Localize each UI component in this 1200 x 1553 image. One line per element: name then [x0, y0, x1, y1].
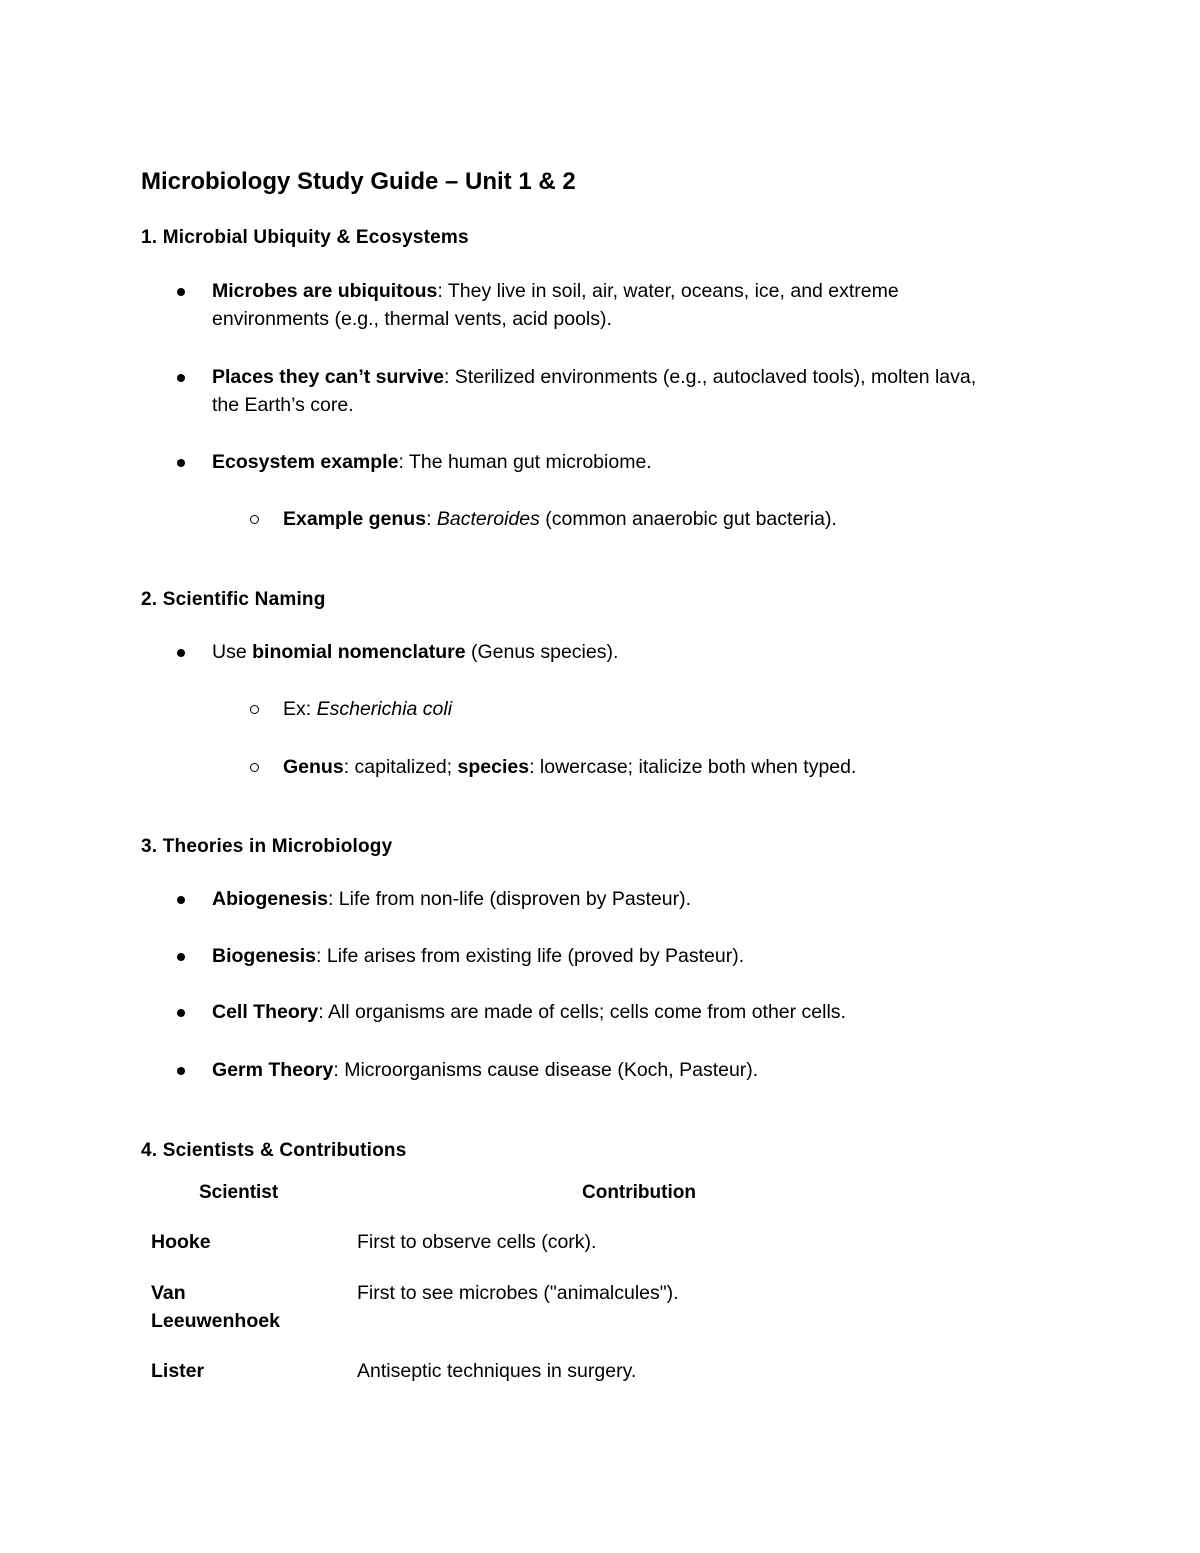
- definition: : Microorganisms cause disease (Koch, Pasteur).: [333, 1059, 759, 1081]
- definition: : They live in soil, air, water, oceans, ice, and extreme: [437, 280, 899, 302]
- bullet-icon: [177, 374, 185, 382]
- term: Cell Theory: [212, 1001, 319, 1023]
- bullet-icon: [177, 1067, 185, 1075]
- text: : lowercase; italicize both when typed.: [529, 756, 857, 778]
- sub-item-genus: [283, 505, 837, 533]
- text: Use: [212, 641, 253, 663]
- definition: : Life arises from existing life (proved by Pasteur).: [316, 945, 745, 967]
- definition: : Sterilized environments (e.g., autoclaved tools), molten lava,: [443, 366, 977, 388]
- scientist-name: Lister: [151, 1360, 205, 1382]
- section-heading-theories: 3. Theories in Microbiology: [141, 836, 393, 857]
- name-line-1: Van: [151, 1282, 186, 1304]
- contribution-text: First to see microbes ("animalcules").: [357, 1282, 679, 1304]
- list-item-theory: [212, 942, 744, 970]
- list-item-ubiquitous: [212, 277, 899, 333]
- bullet-icon: [177, 896, 185, 904]
- term: Microbes are ubiquitous: [212, 280, 438, 302]
- list-item-ecosystem: [212, 448, 652, 476]
- list-item-theory: [212, 1056, 758, 1084]
- term: Biogenesis: [212, 945, 317, 967]
- column-header-contribution: Contribution: [582, 1182, 696, 1203]
- term: Genus: [283, 756, 344, 778]
- definition-cont: the Earth’s core.: [212, 394, 354, 416]
- bullet-icon: [177, 1009, 185, 1017]
- page-title: Microbiology Study Guide – Unit 1 & 2: [141, 168, 576, 195]
- contribution-text: First to observe cells (cork).: [357, 1231, 597, 1253]
- text: : capitalized;: [343, 756, 458, 778]
- column-header-scientist: Scientist: [199, 1182, 279, 1203]
- list-item-binomial: [212, 638, 618, 666]
- section-heading-ubiquity: 1. Microbial Ubiquity & Ecosystems: [141, 227, 469, 248]
- bullet-icon: [177, 459, 185, 467]
- definition-cont: environments (e.g., thermal vents, acid pools).: [212, 308, 612, 330]
- text: (Genus species).: [465, 641, 619, 663]
- species-name: Escherichia coli: [316, 698, 453, 720]
- section-heading-scientists: 4. Scientists & Contributions: [141, 1140, 407, 1161]
- term: Places they can’t survive: [212, 366, 444, 388]
- genus-name: Bacteroides: [436, 508, 540, 530]
- term: Example genus: [283, 508, 427, 530]
- scientist-name: Hooke: [151, 1231, 211, 1253]
- circle-bullet-icon: [250, 515, 259, 524]
- bullet-icon: [177, 953, 185, 961]
- term: species: [457, 756, 530, 778]
- circle-bullet-icon: [250, 763, 259, 772]
- contribution-text: Antiseptic techniques in surgery.: [357, 1360, 637, 1382]
- separator: :: [426, 508, 437, 530]
- term: binomial nomenclature: [252, 641, 466, 663]
- scientist-name: [151, 1279, 280, 1335]
- bullet-icon: [177, 649, 185, 657]
- definition: : Life from non-life (disproven by Pasteur).: [327, 888, 692, 910]
- definition: : The human gut microbiome.: [398, 451, 652, 473]
- term: Abiogenesis: [212, 888, 328, 910]
- name-line-2: Leeuwenhoek: [151, 1310, 280, 1332]
- section-heading-naming: 2. Scientific Naming: [141, 589, 326, 610]
- list-item-theory: [212, 885, 691, 913]
- circle-bullet-icon: [250, 705, 259, 714]
- definition: (common anaerobic gut bacteria).: [539, 508, 837, 530]
- bullet-icon: [177, 288, 185, 296]
- sub-item-example: [283, 695, 452, 723]
- sub-item-capitalization: [283, 753, 856, 781]
- term: Germ Theory: [212, 1059, 334, 1081]
- term: Ecosystem example: [212, 451, 399, 473]
- list-item-theory: [212, 998, 846, 1026]
- text: Ex:: [283, 698, 317, 720]
- list-item-cant-survive: [212, 363, 976, 419]
- definition: : All organisms are made of cells; cells come from other cells.: [318, 1001, 846, 1023]
